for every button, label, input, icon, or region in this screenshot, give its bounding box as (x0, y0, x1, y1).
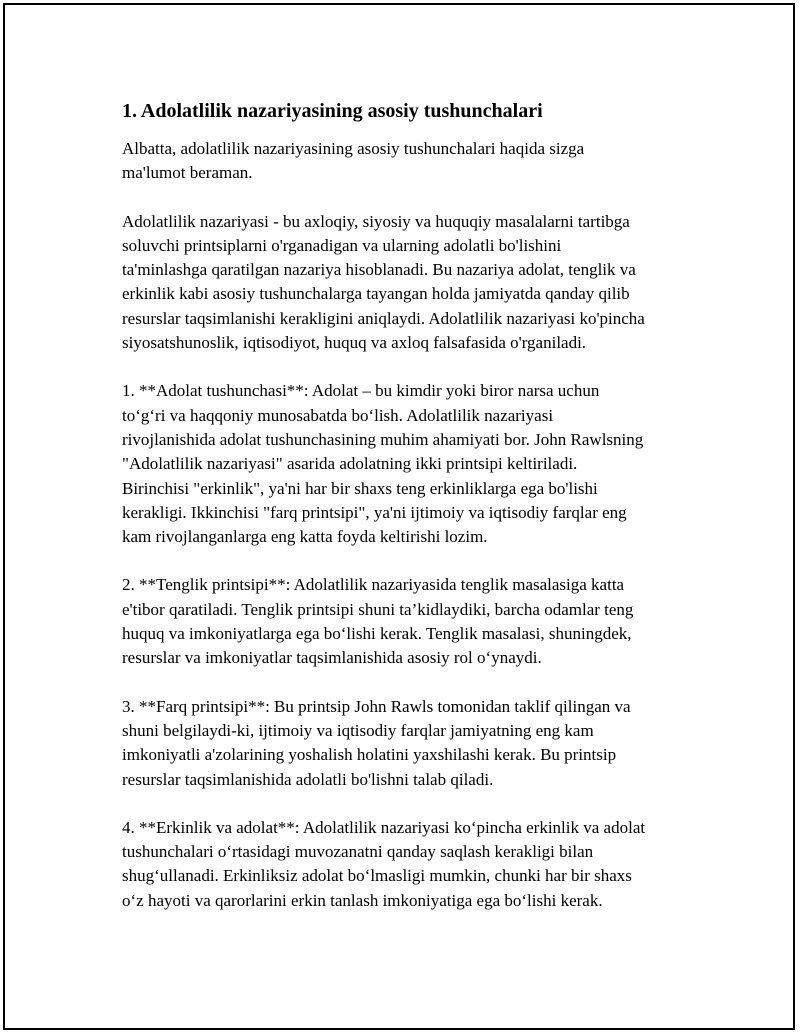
text-line: soluvchi printsiplarni o'rganadigan va ularning adolatli bo'lishini (122, 235, 562, 255)
text-line: Adolatlilik nazariyasi - bu axloqiy, siyosiy va huquqiy masalalarni tartibga (122, 211, 630, 231)
text-line: ta'minlashga qaratilgan nazariya hisoblanadi. Bu nazariya adolat, tenglik va (122, 260, 636, 280)
text-line: resurslar taqsimlanishi kerakligini aniqlaydi. Adolatlilik nazariyasi ko'pincha (122, 308, 645, 328)
text-line: o‘z hayoti va qarorlarini erkin tanlash imkoniyatiga ega bo‘lishi kerak. (122, 890, 603, 910)
text-line: 2. **Tenglik printsipi**: Adolatlilik nazariyasida tenglik masalasiga katta (122, 575, 625, 595)
text-line: shug‘ullanadi. Erkinliksiz adolat bo‘lmasligi mumkin, chunki har bir shaxs (122, 866, 632, 886)
document-body (122, 97, 702, 937)
text-line: 4. **Erkinlik va adolat**: Adolatlilik nazariyasi ko‘pincha erkinlik va adolat (122, 817, 646, 837)
paragraph-definition (122, 210, 702, 356)
text-line: siyosatshunoslik, iqtisodiyot, huquq va axloq falsafasida o'rganiladi. (122, 333, 587, 353)
document-page (3, 3, 795, 1030)
text-line: Birinchisi "erkinlik", ya'ni har bir shaxs teng erkinliklarga ega bo'lishi (122, 478, 598, 498)
text-line: 1. **Adolat tushunchasi**: Adolat – bu kimdir yoki biror narsa uchun (122, 381, 600, 401)
text-line: Albatta, adolatlilik nazariyasining asosiy tushunchalari haqida sizga (122, 139, 585, 158)
paragraph-point-4 (122, 816, 702, 913)
text-line: imkoniyatli a'zolarining yoshalish holatini yaxshilashi kerak. Bu printsip (122, 745, 617, 765)
paragraph-point-3 (122, 695, 702, 792)
paragraph-point-1 (122, 379, 702, 549)
text-line: "Adolatlilik nazariyasi" asarida adolatning ikki printsipi keltiriladi. (122, 454, 578, 474)
text-line: tushunchalari o‘rtasidagi muvozanatni qanday saqlash kerakligi bilan (122, 842, 594, 862)
paragraph-intro (122, 137, 702, 186)
document-heading: 1. Adolatlilik nazariyasining asosiy tushunchalari (122, 100, 543, 122)
text-line: kam rivojlanganlarga eng katta foyda keltirishi lozim. (122, 527, 488, 547)
text-line: 3. **Farq printsipi**: Bu printsip John Rawls tomonidan taklif qilingan va (122, 696, 631, 716)
paragraph-point-2 (122, 573, 702, 670)
text-line: rivojlanishida adolat tushunchasining muhim ahamiyati bor. John Rawlsning (122, 429, 644, 449)
text-line: kerakligi. Ikkinchisi "farq printsipi", ya'ni ijtimoiy va iqtisodiy farqlar eng (122, 502, 627, 522)
text-line: e'tibor qaratiladi. Tenglik printsipi shuni ta’kidlaydiki, barcha odamlar teng (122, 599, 634, 619)
text-line: shuni belgilaydi-ki, ijtimoiy va iqtisodiy farqlar jamiyatning eng kam (122, 720, 594, 740)
text-line: erkinlik kabi asosiy tushunchalarga tayangan holda jamiyatda qanday qilib (122, 284, 630, 304)
text-line: resurslar taqsimlanishida adolatli bo'lishni talab qiladi. (122, 769, 494, 789)
text-line: to‘g‘ri va haqqoniy munosabatda bo‘lish. Adolatlilik nazariyasi (122, 405, 554, 425)
text-line: ma'lumot beraman. (122, 163, 253, 183)
text-line: resurslar va imkoniyatlar taqsimlanishida asosiy rol o‘ynaydi. (122, 648, 542, 668)
text-line: huquq va imkoniyatlarga ega bo‘lishi kerak. Tenglik masalasi, shuningdek, (122, 624, 632, 644)
